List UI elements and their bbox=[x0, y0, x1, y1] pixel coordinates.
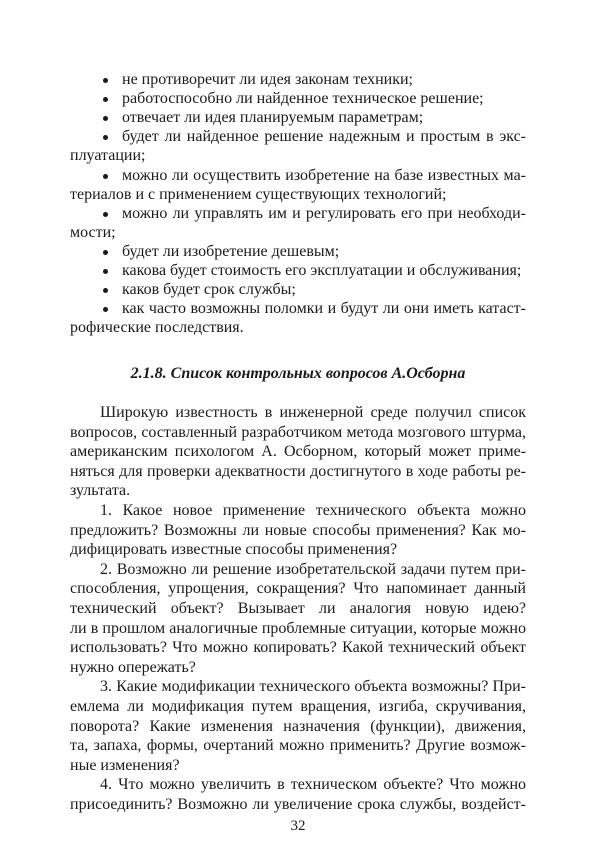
list-item: не противоречит ли идея законам техники; bbox=[122, 71, 413, 88]
text-line: американским психологом А. Осборном, который может приме- bbox=[70, 443, 526, 461]
text-line: использовать? Что можно копировать? Какой технический объект bbox=[70, 639, 526, 657]
text-line: дифицировать известные способы применения? bbox=[70, 541, 398, 559]
bullet-icon bbox=[103, 127, 111, 147]
text-line: плуатации; bbox=[70, 147, 146, 165]
page-number: 32 bbox=[290, 818, 306, 834]
list-item: будет ли изобретение дешевым; bbox=[122, 242, 340, 260]
list-item: как часто возможны поломки и будут ли они иметь катаст- bbox=[122, 300, 526, 318]
text-line: зультата. bbox=[70, 482, 131, 500]
text-line: вопросов, составленный разработчиком метода мозгового штурма, bbox=[70, 423, 526, 441]
list-item: можно ли осуществить изобретение на базе известных ма- bbox=[122, 166, 526, 184]
list-item: каков будет срок службы; bbox=[122, 281, 296, 299]
bullet-icon bbox=[103, 261, 111, 281]
bullet-icon bbox=[103, 204, 111, 224]
bullet-icon bbox=[103, 166, 111, 186]
text-line: способления, упрощения, сокращения? Что напоминает данный bbox=[70, 580, 526, 598]
section-heading: 2.1.8. Список контрольных вопросов А.Осборна bbox=[130, 365, 466, 382]
text-line: 3. Какие модификации технического объекта возможны? При- bbox=[100, 678, 526, 696]
text-line: мости; bbox=[70, 223, 116, 241]
text-line: поворота? Какие изменения назначения (функции), движения, bbox=[70, 717, 526, 735]
bullet-icon bbox=[103, 70, 111, 90]
bullet-icon bbox=[103, 242, 111, 262]
text-line: ли в прошлом аналогичные проблемные ситуации, которые можно bbox=[70, 619, 526, 637]
text-line: емлема ли модификация путем вращения, изгиба, скручивания, bbox=[70, 698, 526, 715]
list-item: отвечает ли идея планируемым параметрам; bbox=[122, 109, 424, 127]
text-line: Широкую известность в инженерной среде получил список bbox=[100, 404, 526, 421]
text-line: териалов и с применением существующих технологий; bbox=[70, 185, 447, 203]
list-item: какова будет стоимость его эксплуатации и обслуживания; bbox=[122, 262, 522, 279]
bullet-icon bbox=[103, 299, 111, 319]
text-line: нужно опережать? bbox=[70, 658, 196, 676]
text-line: присоединить? Возможно ли увеличение срока службы, воздейст- bbox=[70, 796, 526, 813]
bullet-icon bbox=[103, 280, 111, 300]
text-line: технический объект? Вызывает ли аналогия новую идею? bbox=[70, 600, 526, 617]
text-line: 4. Что можно увеличить в техническом объекте? Что можно bbox=[100, 776, 526, 794]
text-line: предложить? Возможны ли новые способы применения? Как мо- bbox=[70, 521, 526, 539]
text-line: 1. Какое новое применение технического объекта можно bbox=[100, 502, 526, 519]
text-line: та, запаха, формы, очертаний можно применить? Другие возмож- bbox=[70, 737, 526, 755]
text-line: ные изменения? bbox=[70, 756, 180, 774]
text-line: няться для проверки адекватности достигнутого в ходе работы ре- bbox=[70, 462, 526, 480]
bullet-icon bbox=[103, 89, 111, 109]
bullet-icon bbox=[103, 108, 111, 128]
list-item: работоспособно ли найденное техническое решение; bbox=[122, 90, 484, 108]
text-line: 2. Возможно ли решение изобретательской задачи путем при- bbox=[100, 560, 526, 578]
list-item: можно ли управлять им и регулировать его при необходи- bbox=[122, 204, 526, 222]
text-line: рофические последствия. bbox=[70, 319, 244, 337]
list-item: будет ли найденное решение надежным и простым в экс- bbox=[122, 128, 526, 146]
